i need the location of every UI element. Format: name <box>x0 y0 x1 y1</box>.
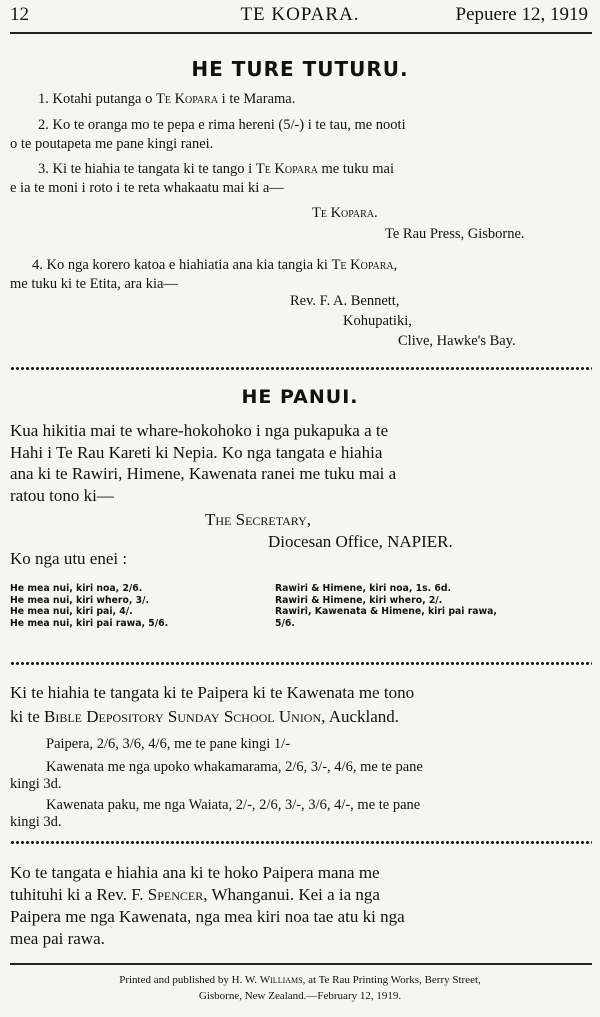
rule-item-3-line1: 3. Ki te hiahia te tangata ki te tango i Te Kopara me tuku mai <box>38 161 395 177</box>
kawenata-paku-line2: kingi 3d. <box>10 814 62 830</box>
price-list-right <box>275 583 497 629</box>
newspaper-title: TE KOPARA. <box>240 4 360 25</box>
address-kopara-line1: Te Kopara. <box>312 205 378 221</box>
rule-item-3-line2: e ia te moni i roto i te reta whakaatu mai ki a— <box>10 180 284 196</box>
section-heading-ture-tuturu: HE TURE TUTURU. <box>191 57 409 81</box>
address-editor-line1: Rev. F. A. Bennett, <box>290 293 400 309</box>
paipera-line-2: ki te Bible Depository Sunday School Union, Auckland. <box>10 707 400 726</box>
rule-item-4-line1: 4. Ko nga korero katoa e hiahiatia ana kia tangia ki Te Kopara, <box>32 257 398 273</box>
issue-date: Pepuere 12, 1919 <box>455 4 588 25</box>
price-item: He mea nui, kiri whero, 3/. <box>10 594 150 606</box>
footer-rule <box>10 963 592 965</box>
rule-item-1: 1. Kotahi putanga o Te Kopara i te Marama. <box>38 91 296 107</box>
paipera-price-1: Paipera, 2/6, 3/6, 4/6, me te pane kingi 1/- <box>46 736 291 752</box>
address-editor-line2: Kohupatiki, <box>343 313 412 329</box>
dotted-divider <box>10 661 592 666</box>
hoko-paipera-line-3: Paipera me nga Kawenata, nga mea kiri noa tae atu ki nga <box>10 907 405 926</box>
prices-intro: Ko nga utu enei : <box>10 549 128 568</box>
section-heading-panui: HE PANUI. <box>241 386 359 408</box>
kawenata-paku-line1: Kawenata paku, me nga Waiata, 2/-, 2/6, 3/-, 3/6, 4/-, me te pane <box>46 797 421 813</box>
header-rule <box>10 32 592 34</box>
panui-line-3: ana ki te Rawiri, Himene, Kawenata ranei me tuku mai a <box>10 464 397 483</box>
kawenata-price-line2: kingi 3d. <box>10 776 62 792</box>
panui-line-4: ratou tono ki— <box>10 486 114 505</box>
kawenata-price-line1: Kawenata me nga upoko whakamarama, 2/6, 3/-, 4/6, me te pane <box>46 759 423 775</box>
price-item: He mea nui, kiri pai, 4/. <box>10 606 133 617</box>
panui-line-2: Hahi i Te Rau Kareti ki Nepia. Ko nga tangata e hiahia <box>10 443 383 462</box>
price-list-left <box>10 583 168 629</box>
price-item: He mea nui, kiri pai rawa, 5/6. <box>10 617 169 629</box>
paipera-line-1: Ki te hiahia te tangata ki te Paipera ki te Kawenata me tono <box>10 683 415 702</box>
hoko-paipera-line-1: Ko te tangata e hiahia ana ki te hoko Paipera mana me <box>10 863 380 882</box>
panui-line-1: Kua hikitia mai te whare-hokohoko i nga pukapuka a te <box>10 421 389 440</box>
rule-item-4-line2: me tuku ki te Etita, ara kia— <box>10 276 178 292</box>
dotted-divider <box>10 840 592 845</box>
address-kopara-line2: Te Rau Press, Gisborne. <box>385 226 525 242</box>
imprint-line-2: Gisborne, New Zealand.—February 12, 1919. <box>198 990 402 1002</box>
price-item: He mea nui, kiri noa, 2/6. <box>10 583 143 594</box>
page-number: 12 <box>10 4 29 25</box>
address-secretary-line2: Diocesan Office, NAPIER. <box>268 532 453 551</box>
rule-item-2-line1: 2. Ko te oranga mo te pepa e rima hereni (5/-) i te tau, me nooti <box>38 117 406 133</box>
dotted-divider <box>10 366 592 371</box>
price-item: Rawiri & Himene, kiri whero, 2/. <box>275 594 443 606</box>
hoko-paipera-line-4: mea pai rawa. <box>10 929 105 948</box>
address-editor-line3: Clive, Hawke's Bay. <box>398 333 516 349</box>
address-secretary-line1: The Secretary, <box>205 510 312 529</box>
price-item: Rawiri, Kawenata & Himene, kiri pai rawa, <box>275 606 497 617</box>
price-item: 5/6. <box>275 617 295 629</box>
hoko-paipera-line-2: tuhituhi ki a Rev. F. Spencer, Whanganui. Kei a ia nga <box>10 885 380 904</box>
price-item: Rawiri & Himene, kiri noa, 1s. 6d. <box>275 583 452 594</box>
imprint-line-1: Printed and published by H. W. Williams, at Te Rau Printing Works, Berry Street, <box>119 974 481 986</box>
rule-item-2-line2: o te poutapeta me pane kingi ranei. <box>10 136 214 152</box>
